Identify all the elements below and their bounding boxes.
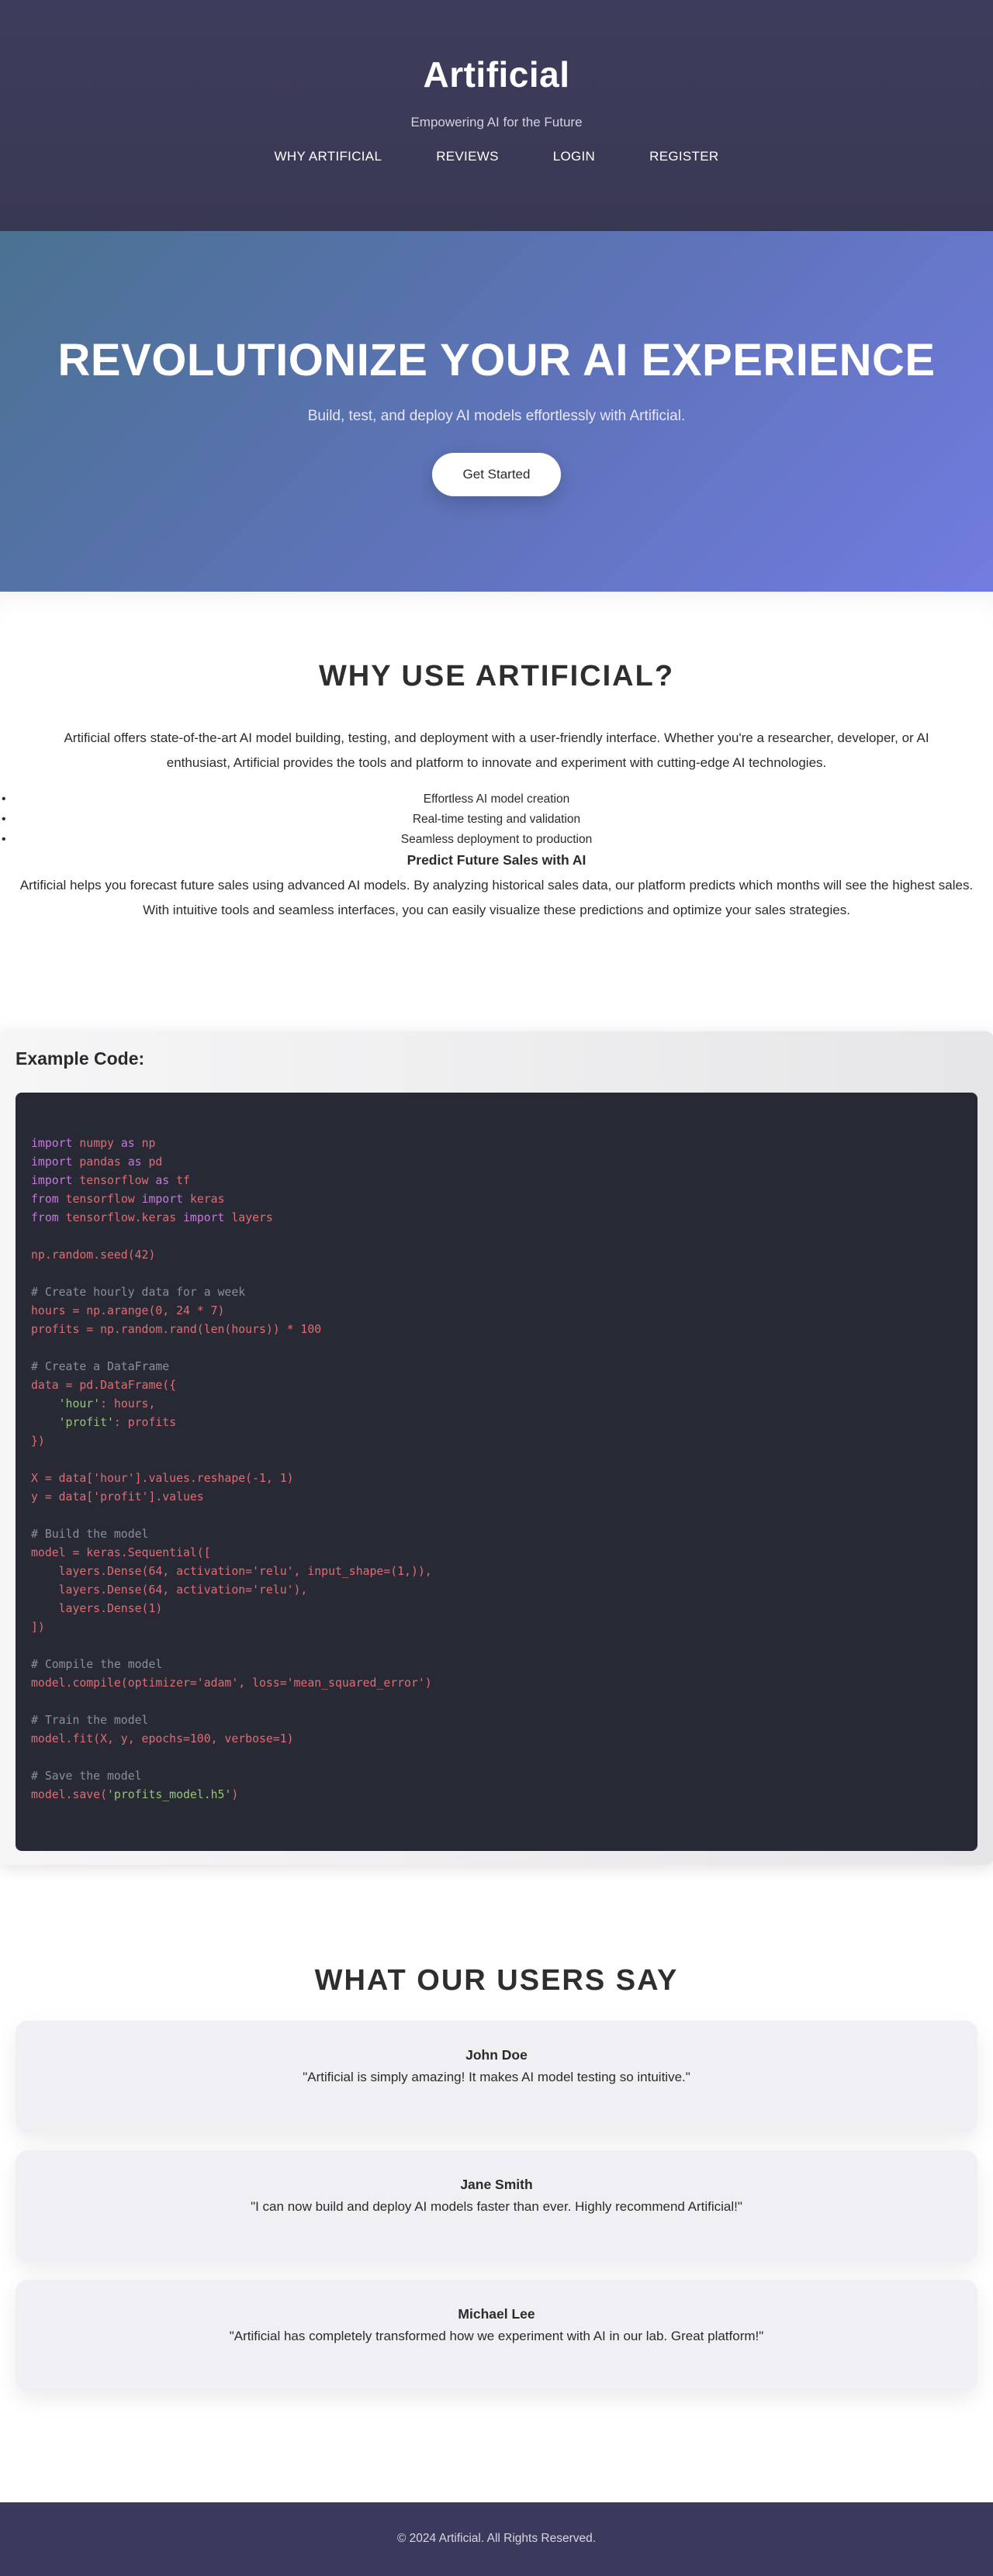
code-token: model.compile(optimizer='adam', loss='mean_squared_error') bbox=[31, 1676, 432, 1690]
why-heading: WHY USE ARTIFICIAL? bbox=[318, 660, 675, 692]
site-title: Artificial bbox=[423, 54, 570, 95]
code-token: # Create hourly data for a week bbox=[31, 1286, 246, 1299]
code-token: import bbox=[183, 1211, 225, 1224]
testimonial-card bbox=[16, 2021, 977, 2132]
code-token: numpy bbox=[79, 1137, 121, 1150]
testimonial-card bbox=[16, 2150, 977, 2262]
code-token: X = data['hour'].values.reshape(-1, 1) bbox=[31, 1472, 294, 1485]
nav-why-artificial[interactable]: WHY ARTIFICIAL bbox=[274, 149, 382, 164]
code-token: layers.Dense(64, activation='relu', input_shape=(1,)), bbox=[31, 1565, 432, 1578]
code-token: np bbox=[141, 1137, 156, 1150]
nav-reviews[interactable]: REVIEWS bbox=[436, 149, 499, 164]
code-token: # Save the model bbox=[31, 1770, 142, 1783]
site-tagline: Empowering AI for the Future bbox=[410, 115, 583, 129]
code-token bbox=[31, 1397, 59, 1411]
testimonial-quote: "I can now build and deploy AI models faster than ever. Highly recommend Artificial!" bbox=[251, 2199, 742, 2214]
code-token: pandas bbox=[79, 1155, 128, 1169]
code-token: keras bbox=[189, 1193, 225, 1206]
code-token: : profits bbox=[113, 1416, 177, 1429]
testimonial-author: Michael Lee bbox=[458, 2306, 535, 2322]
code-token: layers.Dense(1) bbox=[31, 1602, 163, 1615]
feature-item: • Effortless AI model creation bbox=[0, 789, 993, 810]
code-token: tensorflow.keras bbox=[65, 1211, 184, 1224]
forecast-heading: Predict Future Sales with AI bbox=[407, 852, 586, 868]
code-token: as bbox=[155, 1174, 170, 1187]
code-token: model = keras.Sequential([ bbox=[31, 1546, 211, 1559]
code-token: import bbox=[141, 1193, 184, 1206]
example-code-heading: Example Code: bbox=[16, 1048, 145, 1069]
code-token: layers.Dense(64, activation='relu'), bbox=[31, 1583, 308, 1597]
code-token: profits = np.random.rand(len(hours)) * 100 bbox=[31, 1323, 322, 1336]
feature-list bbox=[0, 789, 993, 850]
code-token: as bbox=[127, 1155, 142, 1169]
footer-copyright: © 2024 Artificial. All Rights Reserved. bbox=[396, 2532, 597, 2545]
code-token: hours = np.arange(0, 24 * 7) bbox=[31, 1304, 225, 1317]
code-token: : hours, bbox=[100, 1397, 156, 1411]
nav-register[interactable]: REGISTER bbox=[649, 149, 719, 164]
code-token: layers bbox=[231, 1211, 273, 1224]
hero-section bbox=[0, 231, 993, 592]
code-token: # Compile the model bbox=[31, 1658, 163, 1671]
code-token: import bbox=[31, 1174, 73, 1187]
hero-heading: REVOLUTIONIZE YOUR AI EXPERIENCE bbox=[57, 335, 936, 385]
example-code-section bbox=[0, 1031, 993, 1865]
code-token: # Train the model bbox=[31, 1714, 149, 1727]
forecast-text: Artificial helps you forecast future sales using advanced AI models. By analyzing historical sales data, our platform predicts which months will see the highest sales. With intuitive tools and seamless interfaces, you can easily visualize these predictions and optimize your sales strategies. bbox=[19, 878, 974, 917]
code-block bbox=[16, 1093, 977, 1851]
feature-item: • Seamless deployment to production bbox=[0, 830, 993, 850]
main-nav bbox=[0, 149, 993, 164]
code-token: tf bbox=[176, 1174, 190, 1187]
code-token: # Build the model bbox=[31, 1528, 149, 1541]
code-token: model.fit(X, y, epochs=100, verbose=1) bbox=[31, 1732, 294, 1746]
code-token: from bbox=[31, 1193, 59, 1206]
code-token: as bbox=[120, 1137, 135, 1150]
nav-login[interactable]: LOGIN bbox=[552, 149, 596, 164]
code-token: tensorflow bbox=[79, 1174, 156, 1187]
code-token: pd bbox=[148, 1155, 163, 1169]
hero-subheading: Build, test, and deploy AI models effortlessly with Artificial. bbox=[307, 408, 686, 424]
code-token: data = pd.DataFrame({ bbox=[31, 1379, 177, 1392]
code-token: }) bbox=[31, 1435, 45, 1448]
code-token: import bbox=[31, 1137, 73, 1150]
get-started-button[interactable]: Get Started bbox=[432, 453, 562, 496]
site-footer bbox=[0, 2502, 993, 2576]
code-token: from bbox=[31, 1211, 59, 1224]
code-token: model.save( bbox=[31, 1788, 107, 1801]
code-token: 'profit' bbox=[58, 1416, 114, 1429]
code-listing bbox=[31, 1116, 962, 1804]
testimonial-quote: "Artificial has completely transformed how we experiment with AI in our lab. Great platform!" bbox=[229, 2329, 764, 2343]
code-token: ) bbox=[231, 1788, 239, 1801]
testimonial-quote: "Artificial is simply amazing! It makes AI model testing so intuitive." bbox=[303, 2070, 690, 2084]
code-token: ]) bbox=[31, 1621, 45, 1634]
code-token bbox=[31, 1416, 59, 1429]
code-token: np.random.seed(42) bbox=[31, 1248, 156, 1262]
testimonial-author: John Doe bbox=[465, 2047, 528, 2063]
testimonials-heading: WHAT OUR USERS SAY bbox=[314, 1964, 679, 1997]
why-section bbox=[0, 592, 993, 1031]
testimonial-card bbox=[16, 2280, 977, 2391]
site-header bbox=[0, 0, 993, 231]
feature-item: • Real-time testing and validation bbox=[0, 810, 993, 830]
code-token: # Create a DataFrame bbox=[31, 1360, 170, 1373]
testimonials-section bbox=[0, 1865, 993, 2520]
code-token: tensorflow bbox=[65, 1193, 142, 1206]
code-token: y = data['profit'].values bbox=[31, 1490, 204, 1504]
code-token: import bbox=[31, 1155, 73, 1169]
code-token: 'hour' bbox=[58, 1397, 101, 1411]
why-intro: Artificial offers state-of-the-art AI model building, testing, and deployment with a user-friendly interface. Whether you're a researcher, developer, or AI enthusiast, Artificial provides the tools and platform to innovate and experiment with cutting-edge AI technologies. bbox=[64, 730, 929, 770]
code-token: 'profits_model.h5' bbox=[107, 1788, 232, 1801]
testimonial-author: Jane Smith bbox=[460, 2177, 533, 2192]
